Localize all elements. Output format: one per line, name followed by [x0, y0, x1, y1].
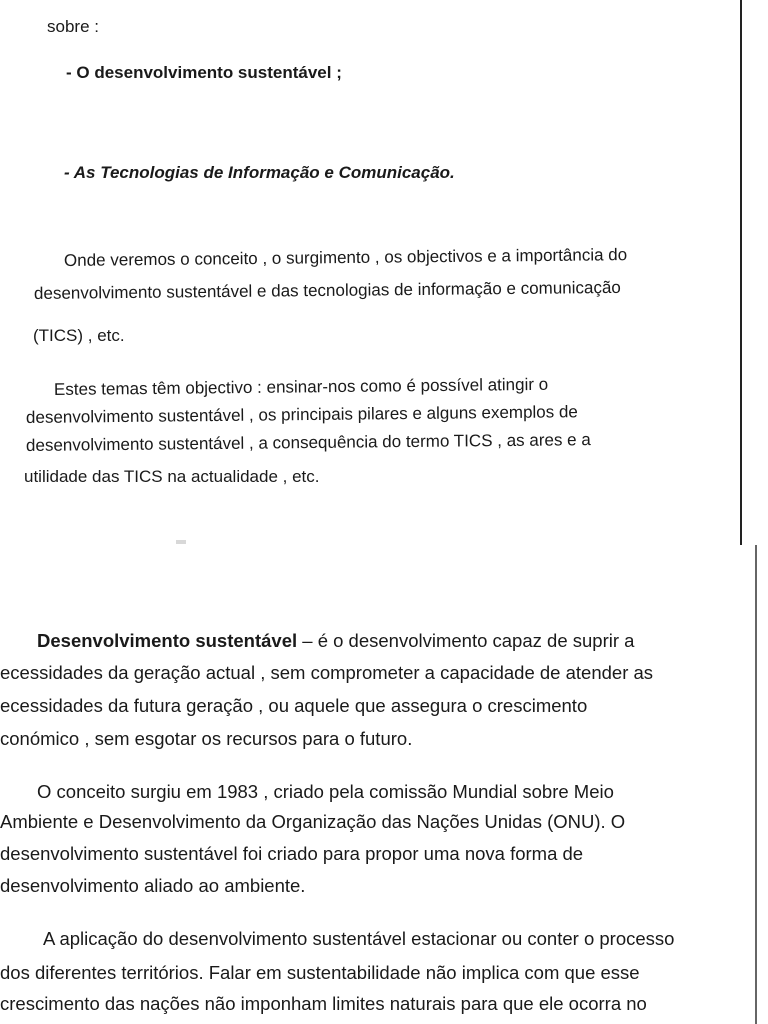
paragraph-line: desenvolvimento sustentável , a consequência do termo TICS , as ares e a [25, 430, 591, 455]
origin-line: O conceito surgiu em 1983 , criado pela comissão Mundial sobre Meio [37, 781, 614, 802]
origin-line: desenvolvimento aliado ao ambiente. [0, 875, 306, 896]
bottom-page-scan [0, 545, 768, 1024]
definition-line [37, 630, 634, 652]
definition-line: conómico , sem esgotar os recursos para o futuro. [0, 728, 413, 749]
origin-line: Ambiente e Desenvolvimento da Organização das Nações Unidas (ONU). O [0, 811, 626, 832]
definition-line: ecessidades da geração actual , sem comprometer a capacidade de atender as [0, 662, 654, 683]
application-line: A aplicação do desenvolvimento sustentável estacionar ou conter o processo [43, 928, 675, 949]
topic-sustainable-development: - O desenvolvimento sustentável ; [66, 63, 342, 82]
definition-line: ecessidades da futura geração , ou aquele que assegura o crescimento [0, 695, 588, 716]
topic-ict: - As Tecnologias de Informação e Comunicação. [64, 163, 455, 182]
cut-off-text-line [60, 0, 360, 4]
paragraph-line: utilidade das TICS na actualidade , etc. [24, 467, 320, 486]
application-line: dos diferentes territórios. Falar em sustentabilidade não implica com que esse [0, 962, 640, 983]
paragraph-line: (TICS) , etc. [33, 326, 125, 345]
definition-rest: – é o desenvolvimento capaz de suprir a [297, 630, 635, 651]
page-border [755, 545, 757, 1024]
paragraph-line: desenvolvimento sustentável e das tecnologias de informação e comunicação [33, 277, 621, 303]
intro-fragment: sobre : [47, 17, 99, 36]
definition-term: Desenvolvimento sustentável [37, 630, 298, 651]
application-line: crescimento das nações não imponham limites naturais para que ele ocorra no [0, 993, 647, 1014]
paragraph-line: desenvolvimento sustentável , os principais pilares e alguns exemplos de [25, 402, 578, 427]
paragraph-line: Estes temas têm objectivo : ensinar-nos como é possível atingir o [53, 374, 549, 399]
paragraph-line: Onde veremos o conceito , o surgimento , os objectivos e a importância do [63, 245, 628, 270]
page-border [740, 0, 742, 545]
scan-smudge [176, 540, 186, 544]
origin-line: desenvolvimento sustentável foi criado para propor uma nova forma de [0, 843, 584, 864]
